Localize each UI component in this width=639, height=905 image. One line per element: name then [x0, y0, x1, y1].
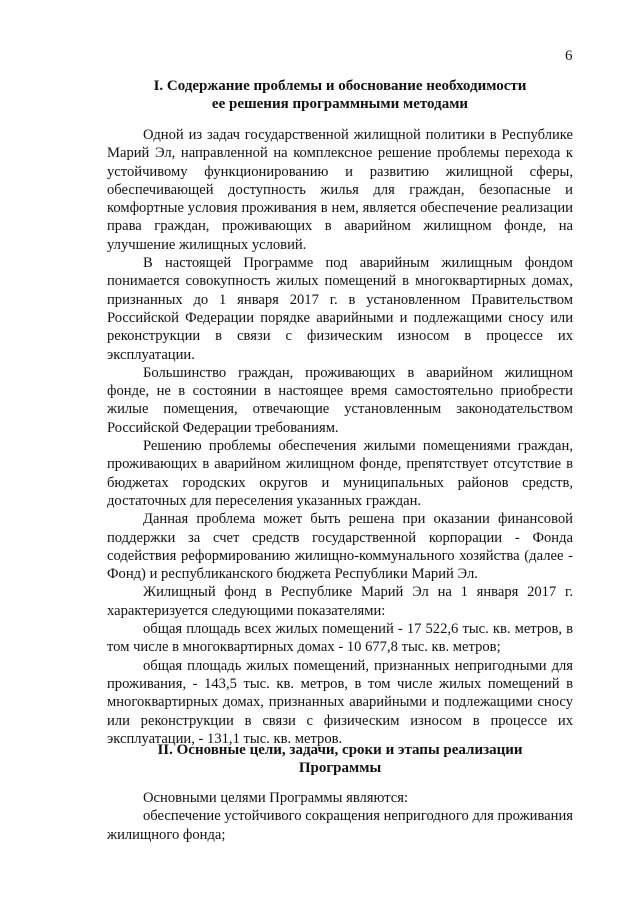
paragraph: Одной из задач государственной жилищной политики в Республике Марий Эл, направленной на комплексное решение проблемы перехода к устойчивому функционированию и развитию жилищной сферы, обеспечивающей доступность жилья для граждан, безопасные и комфортные условия проживания в нем, является обеспечение реализации права граждан, проживающих в аварийном жилищном фонде, на улучшение жилищных условий.: [107, 127, 573, 253]
section-1-body: [107, 126, 573, 748]
paragraph: Жилищный фонд в Республике Марий Эл на 1 января 2017 г. характеризуется следующими показателями:: [107, 584, 573, 619]
section-2-heading: [107, 741, 573, 777]
paragraph: общая площадь жилых помещений, признанных непригодными для проживания, - 143,5 тыс. кв. метров, в том числе жилых помещений в многоквартирных домах, признанных аварийными и подлежащими сносу или реконструкции в связи с физическим износом в процессе их эксплуатации, - 131,1 тыс. кв. метров.: [107, 657, 573, 747]
section-2-title-line-1: II. Основные цели, задачи, сроки и этапы реализации: [157, 742, 523, 758]
paragraph: общая площадь всех жилых помещений - 17 522,6 тыс. кв. метров, в том числе в многоквартирных домах - 10 677,8 тыс. кв. метров;: [107, 621, 573, 656]
paragraph: Решению проблемы обеспечения жилыми помещениями граждан, проживающих в аварийном жилищном фонде, препятствует отсутствие в бюджетах городских округов и муниципальных районов средств, достаточных для переселения указанных граждан.: [107, 438, 573, 509]
paragraph: Основными целями Программы являются:: [143, 790, 409, 806]
page-number: 6: [565, 48, 573, 64]
section-2-title-line-2: Программы: [298, 760, 382, 776]
section-1-title-line-2: ее решения программными методами: [211, 96, 469, 112]
section-2-body: [107, 789, 573, 844]
section-1-title-line-1: I. Содержание проблемы и обоснование необходимости: [153, 78, 527, 94]
paragraph: Данная проблема может быть решена при оказании финансовой поддержки за счет средств государственной корпорации - Фонда содействия реформированию жилищно-коммунального хозяйства (далее - Фонд) и республиканского бюджета Республики Марий Эл.: [107, 511, 573, 583]
paragraph: В настоящей Программе под аварийным жилищным фондом понимается совокупность жилых помещений в многоквартирных домах, признанных до 1 января 2017 г. в установленном Правительством Российской Федерации порядке аварийными и подлежащими сносу или реконструкции в связи с физическим износом в процессе их эксплуатации.: [107, 255, 573, 363]
paragraph: Большинство граждан, проживающих в аварийном жилищном фонде, не в состоянии в настоящее время самостоятельно приобрести жилые помещения, отвечающие установленным законодательством Российской Федерации требованиям.: [107, 364, 573, 436]
section-1-heading: [107, 77, 573, 113]
paragraph: обеспечение устойчивого сокращения непригодного для проживания жилищного фонда;: [107, 808, 573, 843]
